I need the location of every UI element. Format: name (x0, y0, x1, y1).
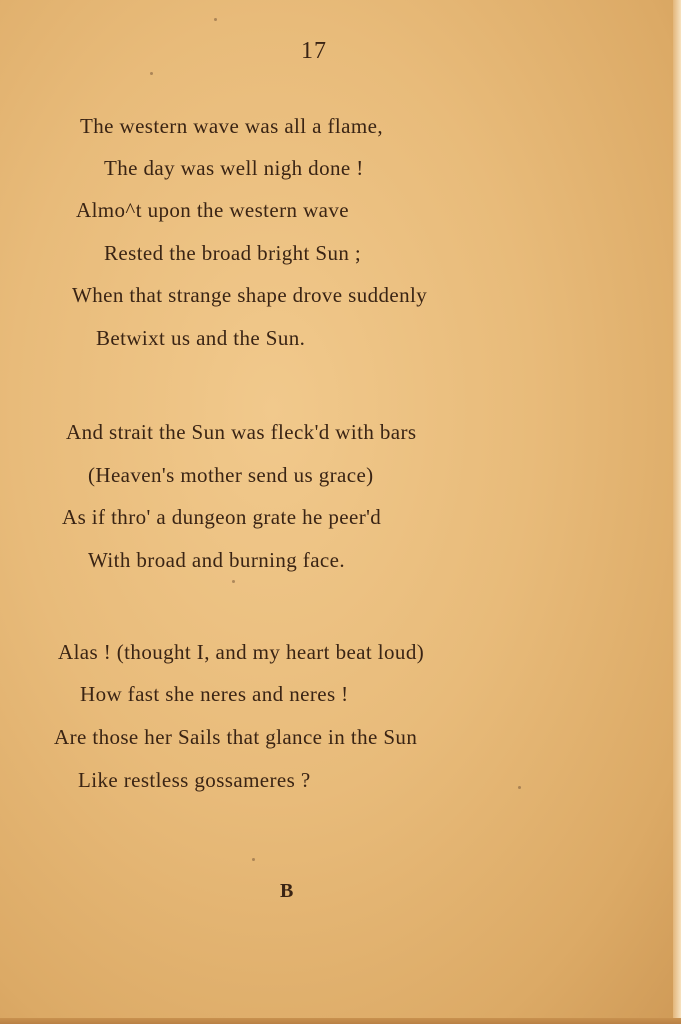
poem-line: (Heaven's mother send us grace) (88, 463, 374, 487)
paper-speck (232, 580, 235, 583)
poem-line: How fast she neres and neres ! (80, 682, 349, 706)
poem-line: And strait the Sun was fleck'd with bars (66, 420, 417, 444)
poem-line: As if thro' a dungeon grate he peer'd (62, 505, 382, 529)
poem-line: The western wave was all a flame, (80, 114, 383, 138)
page-number: 17 (301, 38, 327, 64)
poem-line: Almo^t upon the western wave (76, 198, 349, 222)
poem-line: Like restless gossameres ? (78, 768, 311, 792)
paper-speck (252, 858, 255, 861)
poem-line: Betwixt us and the Sun. (96, 326, 306, 350)
paper-speck (214, 18, 217, 21)
paper-speck (518, 786, 521, 789)
paper-speck (150, 72, 153, 75)
poem-line: Rested the broad bright Sun ; (104, 241, 362, 265)
page-edge (673, 0, 681, 1024)
poem-line: With broad and burning face. (88, 548, 346, 572)
poem-line: When that strange shape drove suddenly (72, 283, 428, 307)
page-shadow (0, 1018, 681, 1024)
poem-line: Alas ! (thought I, and my heart beat loud) (58, 640, 425, 664)
signature-mark: B (280, 880, 294, 902)
poem-line: The day was well nigh done ! (104, 156, 364, 180)
poem-line: Are those her Sails that glance in the Sun (54, 725, 418, 749)
